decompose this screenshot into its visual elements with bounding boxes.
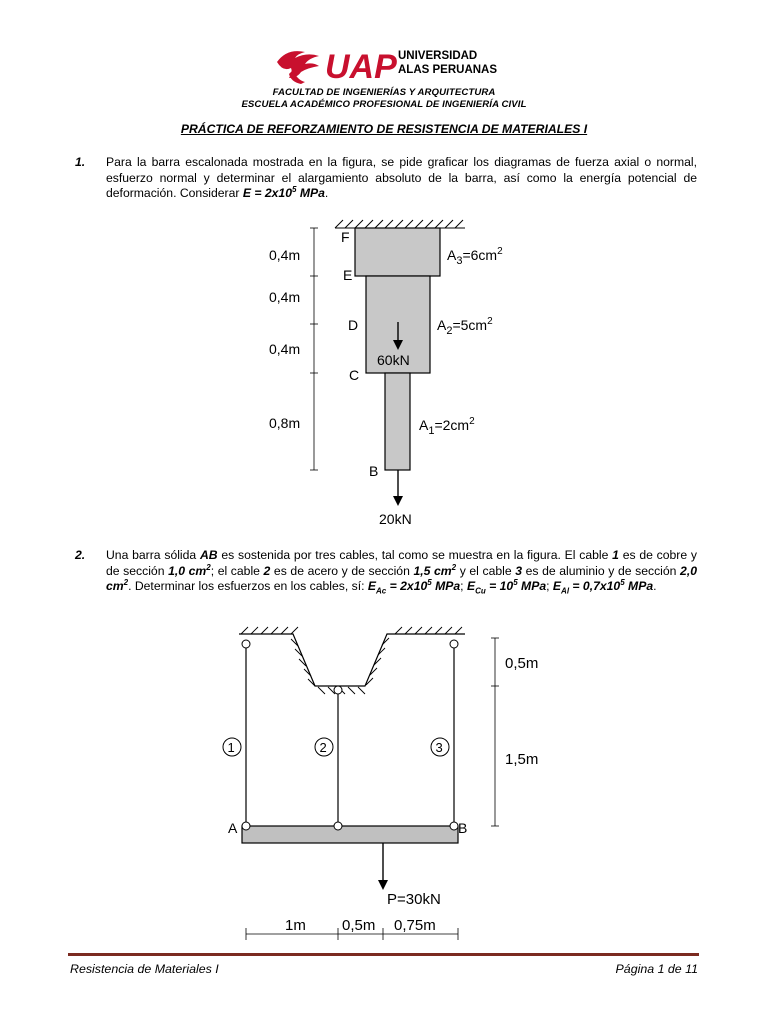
logo-line1: UNIVERSIDAD [398,50,478,62]
area-a2-label: $A_2=5cm^2$ [437,316,493,337]
page-title: PRÁCTICA DE REFORZAMIENTO DE RESISTENCIA DE MATERIALES I [180,122,588,136]
dim-0-5m: 0,5m [505,655,539,672]
footer-page-number: Página 1 de 11 [615,962,698,976]
university-logo [275,42,505,86]
span-1m: 1m [285,917,306,934]
dimension-line [310,228,318,470]
logo-line2: ALAS PERUANAS [398,64,498,76]
point-c-label: C [349,367,360,383]
problem-1-number: 1. [75,155,86,169]
problem-2-statement: Una barra sólida AB es sostenida por tres cables, tal como se muestra en la figura. El cable 1 es de cobre y de sección 1,0 $cm^2$; el cable 2 es de acero y de sección 1,5 $cm^2$ y el cable 3 es de aluminio y de sección 2,0 $cm^2$. Determinar los esfuerzos en los cables, sí: $E_{Ac} = 2x10^5$ MPa; $E_{Cu} = 10^5$ MPa; $E_{Al} = 0,7x10^5$ MPa. [106,548,698,596]
area-a1-label: $A_1=2cm^2$ [419,416,475,437]
span-0-5m: 0,5m [342,917,376,934]
bar-segment-a1 [385,373,410,470]
load-arrow-p [378,843,388,890]
dim-ed: 0,4m [269,289,301,305]
pin-top-2 [334,686,342,694]
point-b-label: B [369,463,379,479]
eagle-emblem-icon [277,51,319,84]
pin-top-1 [242,640,250,648]
logo-main-text: UAP [325,48,397,86]
pin-bar-2 [334,822,342,830]
load-p-label: P=30kN [387,891,441,908]
dim-dc: 0,4m [269,341,301,357]
load-60kn-label: 60kN [377,352,410,368]
problem-2-figure [215,618,560,946]
cable-1-number: 1 [227,740,235,755]
load-arrow-20kn [393,470,403,506]
cable-2-number: 2 [319,740,327,755]
dim-fe: 0,4m [269,247,301,263]
point-f-label: F [341,229,350,245]
span-0-75m: 0,75m [394,917,436,934]
area-a3-label: $A_3=6cm^2$ [447,246,503,267]
faculty-name: FACULTAD DE INGENIERÍAS Y ARQUITECTURA [272,87,496,98]
fixed-support [335,220,465,228]
ceiling-support [239,634,465,686]
point-a-label: A [228,820,238,836]
bar-segment-a3 [355,228,440,276]
problem-1-figure [255,208,535,530]
load-20kn-label: 20kN [379,511,412,527]
pin-top-3 [450,640,458,648]
pin-b [450,822,458,830]
footer-rule [68,953,699,956]
point-d-label: D [348,317,359,333]
pin-a [242,822,250,830]
cable-3-number: 3 [435,740,443,755]
point-e-label: E [343,267,353,283]
footer-course: Resistencia de Materiales I [70,962,219,976]
rigid-bar-ab [242,826,458,843]
problem-1-statement: Para la barra escalonada mostrada en la figura, se pide graficar los diagramas de fuerza axial o normal, esfuerzo normal y determinar el alargamiento absoluto de la barra, así como la energía potencial de deformación. Considerar $E = 2x10^5$ MPa. [106,155,697,200]
dim-1-5m: 1,5m [505,751,539,768]
vertical-dimension [491,638,499,826]
problem-2-number: 2. [75,548,86,562]
dim-cb: 0,8m [269,415,301,431]
ceiling-hatch [241,627,462,694]
point-b-label: B [458,820,468,836]
school-name: ESCUELA ACADÉMICO PROFESIONAL DE INGENIERÍA CIVIL [241,99,527,110]
